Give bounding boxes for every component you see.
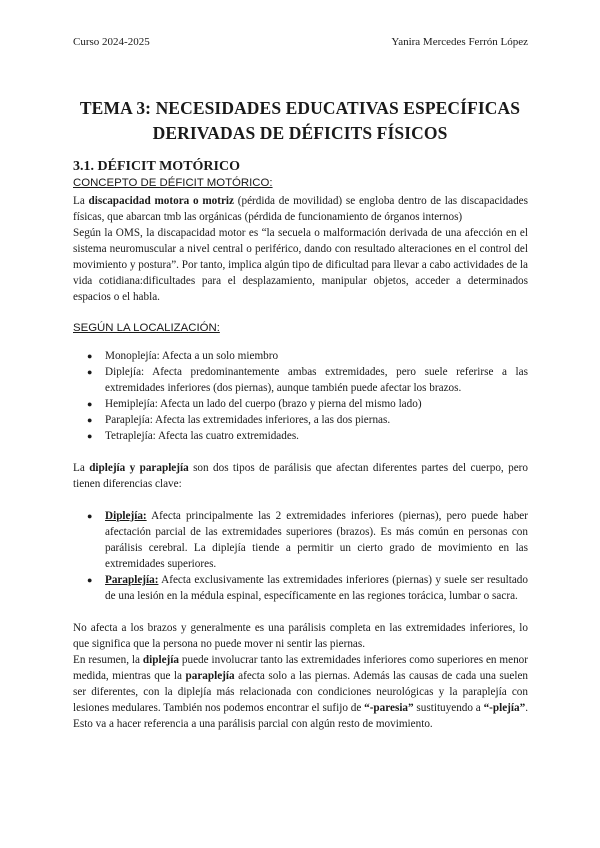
title-line-2: DERIVADAS DE DÉFICITS FÍSICOS	[152, 123, 448, 143]
list-item	[87, 412, 528, 428]
header-course: Curso 2024-2025	[73, 36, 150, 48]
header-author: Yanira Mercedes Ferrón López	[391, 36, 528, 48]
bold-term: “-plejía”	[483, 702, 526, 714]
concept-heading: CONCEPTO DE DÉFICIT MOTÓRICO:	[73, 177, 273, 189]
text-run: . Esto va a hacer referencia a una parálisis parcial con algún resto de movimiento.	[73, 702, 528, 730]
list-item-text: Diplejía: Afecta predominantemente ambas extremidades, pero suele referirse a las extremidades inferiores (dos piernas), aunque también puede afectar los brazos.	[105, 366, 528, 394]
list-item-text: Hemiplejía: Afecta un lado del cuerpo (brazo y pierna del mismo lado)	[105, 398, 422, 410]
text-run: La	[73, 195, 89, 207]
bold-term: diplejía y paraplejía	[89, 462, 189, 474]
bullet-icon: ●	[87, 511, 93, 521]
bold-term: diplejía	[142, 654, 179, 666]
bullet-icon: ●	[87, 415, 93, 425]
list-item-text: Afecta exclusivamente las extremidades inferiores (piernas) y suele ser resultado de una lesión en la médula espinal, específicamente en las regiones torácica, lumbar o sacra.	[105, 574, 528, 602]
list-item-label: Diplejía:	[105, 510, 147, 522]
title-line-1: TEMA 3: NECESIDADES EDUCATIVAS ESPECÍFICAS	[79, 98, 521, 118]
text-run: (pérdida de movilidad) se engloba dentro de las discapacidades físicas, que abarcan tmb las orgánicas (pérdida de funcionamiento de órganos internos)	[73, 195, 528, 223]
bold-term: discapacidad motora o motriz	[88, 195, 235, 207]
list-item-label: Paraplejía:	[105, 574, 159, 586]
bullet-icon: ●	[87, 367, 93, 377]
bullet-icon: ●	[87, 575, 93, 585]
paragraph-oms: Según la OMS, la discapacidad motor es “la secuela o malformación derivada de una afección en el sistema neuromuscular a nivel central o periférico, dando con resultado alteraciones en el control del movimiento y postura”. Por tanto, implica algún tipo de dificultad para llevar a cabo actividades de la vida cotidiana:dificultades para el desplazamiento, manipular objetos, acceder a determinados espacios o el habla.	[73, 227, 528, 303]
paragraph-comparison-intro	[73, 460, 528, 492]
paragraph-summary	[73, 652, 528, 732]
list-item-text: Tetraplejía: Afecta las cuatro extremidades.	[105, 430, 299, 442]
list-item	[87, 428, 528, 444]
text-run: afecta solo a las piernas. Además las causas de cada una suelen ser diferentes, con la diplejía más relacionada con condiciones neurológicas y la paraplejía con lesiones medulares. También nos podemos encontrar el sufijo de	[73, 670, 528, 714]
text-run: La	[73, 462, 90, 474]
list-item	[87, 348, 528, 364]
paragraph-paraplegia-note: No afecta a los brazos y generalmente es una parálisis completa en las extremidades inferiores, lo que significa que la persona no puede mover ni sentir las piernas.	[73, 622, 528, 650]
list-item	[87, 364, 528, 396]
list-item	[87, 508, 528, 572]
list-item-text: Afecta principalmente las 2 extremidades inferiores (piernas), pero puede haber afectación parcial de las extremidades superiores (brazos). Es más común en personas con parálisis cerebral. La diplejía tiende a permitir un cierto grado de movimiento en las extremidades superiores.	[105, 510, 528, 570]
localization-heading: SEGÚN LA LOCALIZACIÓN:	[73, 322, 220, 334]
bold-term: “-paresia”	[364, 702, 414, 714]
document-body	[73, 158, 528, 732]
section-heading: 3.1. DÉFICIT MOTÓRICO	[73, 159, 240, 174]
bullet-icon: ●	[87, 351, 93, 361]
bold-term: paraplejía	[185, 670, 235, 682]
localization-list	[73, 348, 528, 444]
document-title	[60, 96, 540, 146]
bullet-icon: ●	[87, 399, 93, 409]
text-run: sustituyendo a	[413, 702, 484, 714]
list-item	[87, 396, 528, 412]
text-run: En resumen, la	[73, 654, 143, 666]
list-item-text: Paraplejía: Afecta las extremidades inferiores, a las dos piernas.	[105, 414, 391, 426]
paragraph-definition	[73, 193, 528, 225]
text-run: son dos tipos de parálisis que afectan diferentes partes del cuerpo, pero tienen diferencias clave:	[73, 462, 528, 490]
text-run: puede involucrar tanto las extremidades inferiores como superiores en menor medida, mientras que la	[73, 654, 528, 682]
bullet-icon: ●	[87, 431, 93, 441]
comparison-list	[73, 508, 528, 604]
list-item	[87, 572, 528, 604]
list-item-text: Monoplejía: Afecta a un solo miembro	[105, 350, 279, 362]
